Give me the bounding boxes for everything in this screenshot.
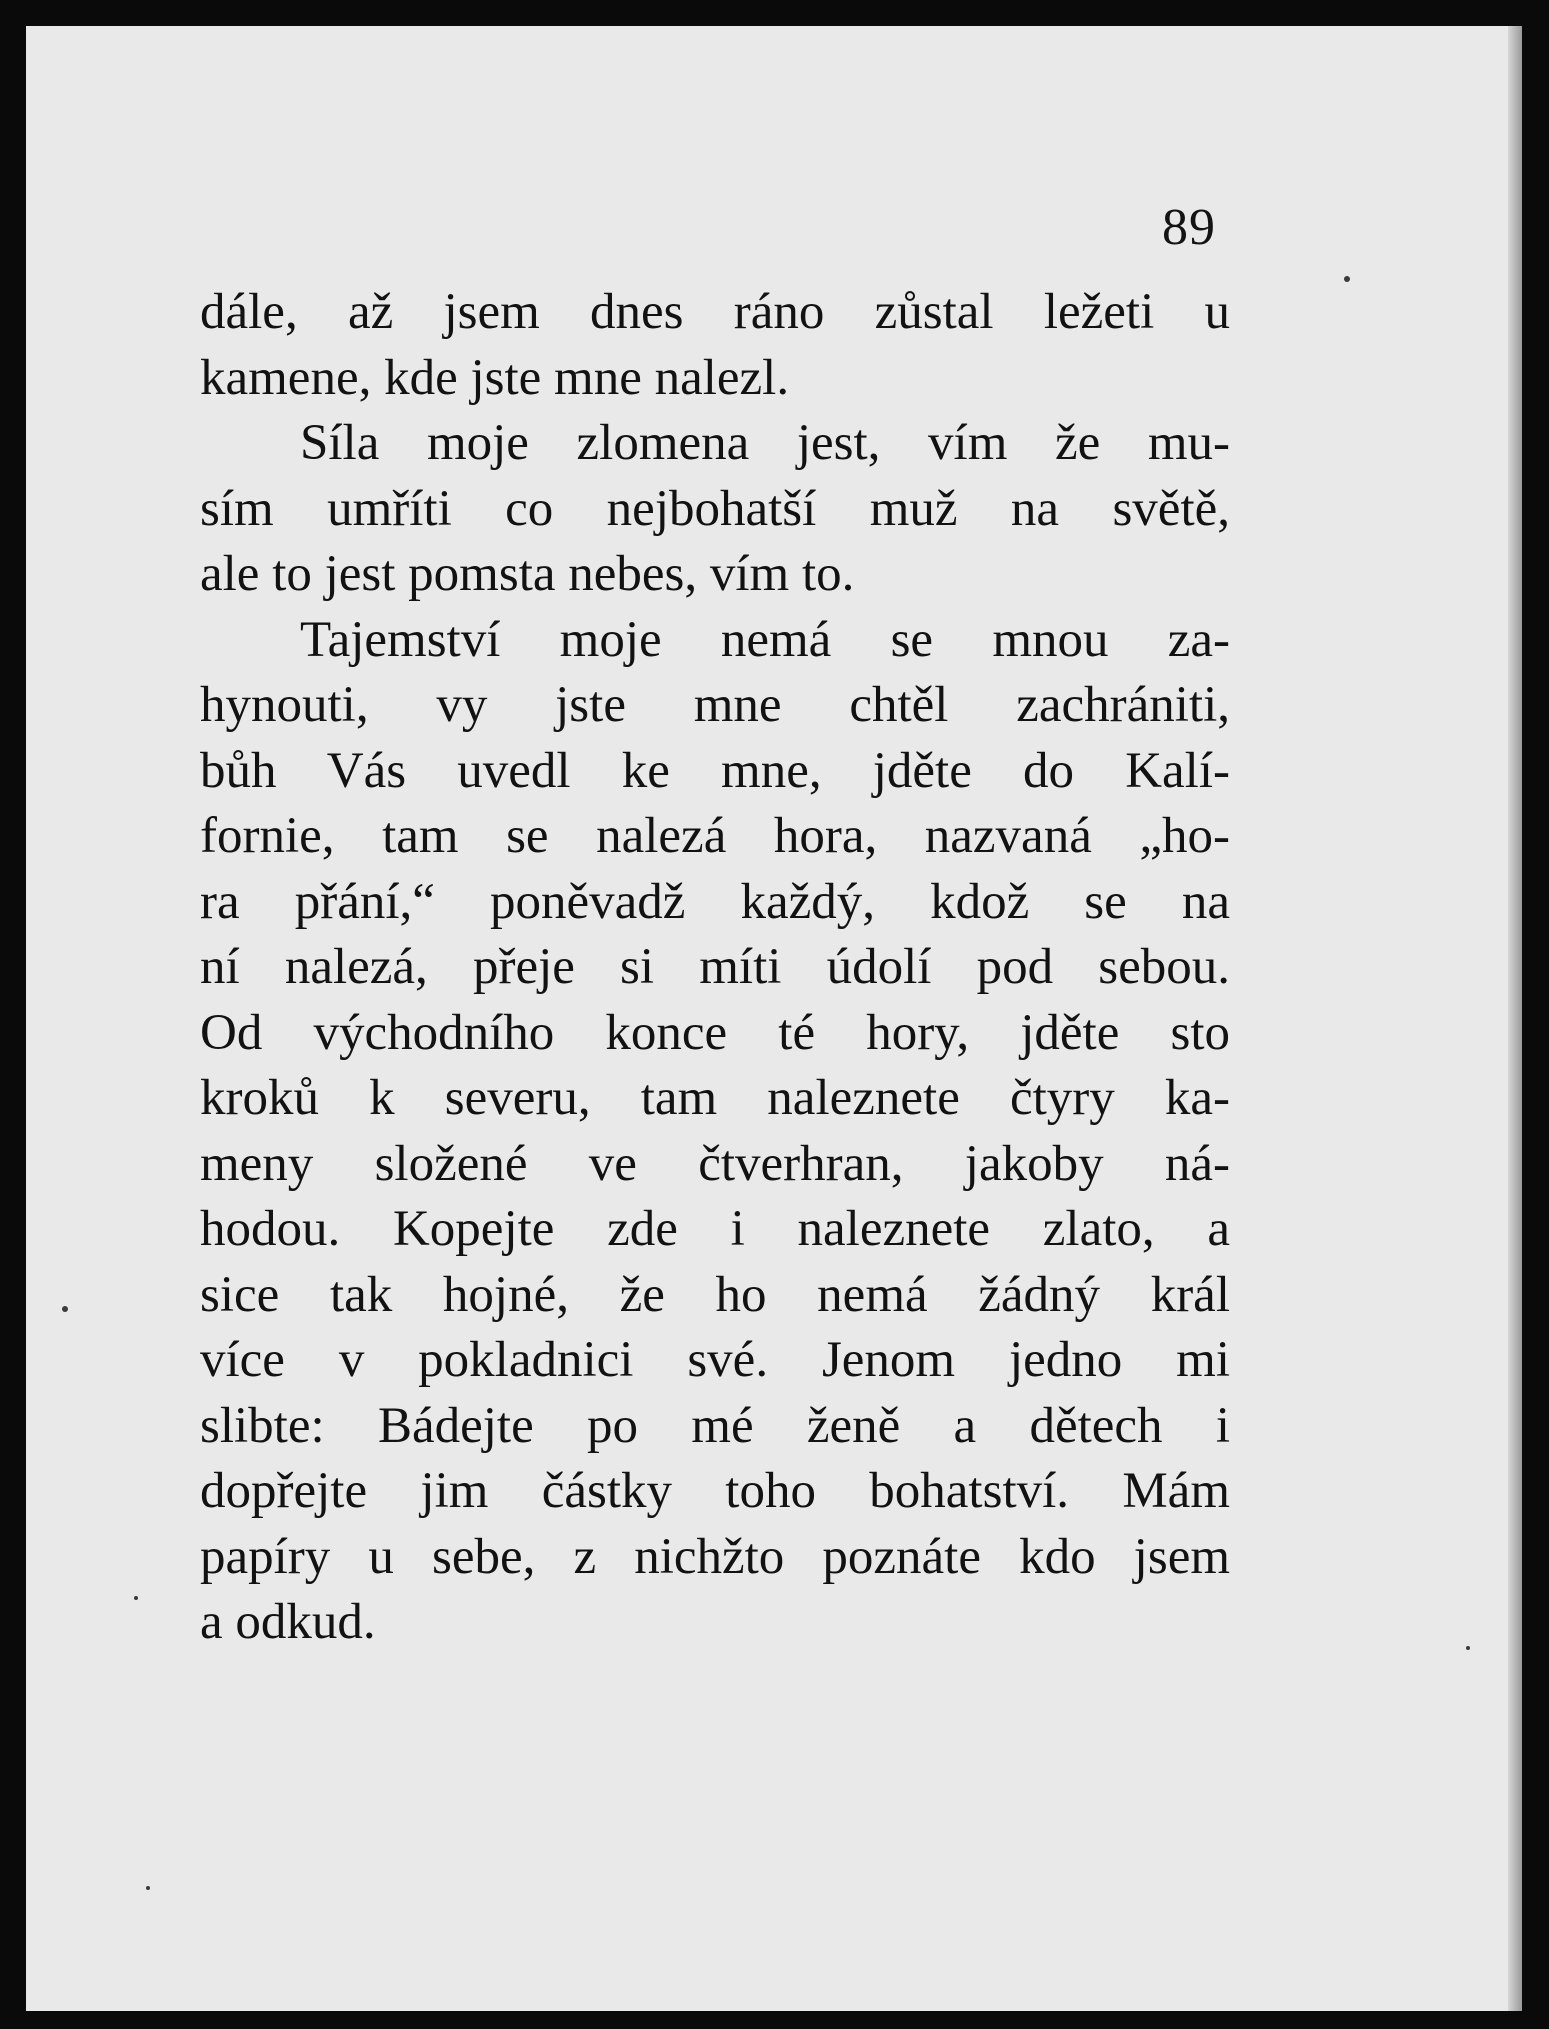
text-line: ale to jest pomsta nebes, vím to. — [200, 546, 855, 602]
text-line: Od východního konce té hory, jděte sto — [200, 1004, 1230, 1061]
book-page — [26, 26, 1522, 2011]
text-line: hodou. Kopejte zde i naleznete zlato, a — [200, 1201, 1230, 1257]
text-line: kroků k severu, tam naleznete čtyry ka- — [200, 1070, 1230, 1126]
text-line: Tajemství moje nemá se mnou za- — [300, 611, 1230, 668]
text-line: hynouti, vy jste mne chtěl zachrániti, — [200, 677, 1230, 733]
text-line: dopřejte jim částky toho bohatství. Mám — [200, 1463, 1230, 1519]
text-line: sice tak hojné, že ho nemá žádný král — [200, 1266, 1230, 1323]
page-number: 89 — [1162, 199, 1216, 256]
paper-speck — [146, 1886, 150, 1890]
text-line: ra přání,“ poněvadž každý, kdož se na — [200, 873, 1230, 930]
text-line: ní nalezá, přeje si míti údolí pod sebou. — [200, 939, 1230, 995]
text-line: slibte: Bádejte po mé ženě a dětech i — [200, 1397, 1230, 1454]
text-line: meny složené ve čtverhran, jakoby ná- — [200, 1135, 1230, 1192]
text-line: Síla moje zlomena jest, vím že mu- — [300, 415, 1230, 471]
text-line: papíry u sebe, z nichžto poznáte kdo jsem — [200, 1528, 1230, 1585]
text-line: sím umříti co nejbohatší muž na světě, — [200, 480, 1230, 537]
paper-speck — [134, 1596, 138, 1600]
text-line: fornie, tam se nalezá hora, nazvaná „ho- — [200, 808, 1230, 864]
text-line: a odkud. — [200, 1594, 376, 1650]
paper-speck — [1466, 1646, 1470, 1650]
page-edge-shadow — [1508, 26, 1522, 2011]
paper-speck — [62, 1306, 68, 1312]
text-line: dále, až jsem dnes ráno zůstal ležeti u — [200, 284, 1230, 340]
body-text — [200, 280, 1230, 1656]
text-line: bůh Vás uvedl ke mne, jděte do Kalí- — [200, 742, 1230, 799]
text-line: kamene, kde jste mne nalezl. — [200, 349, 790, 406]
paper-speck — [1344, 276, 1350, 282]
text-line: více v pokladnici své. Jenom jedno mi — [200, 1332, 1230, 1388]
